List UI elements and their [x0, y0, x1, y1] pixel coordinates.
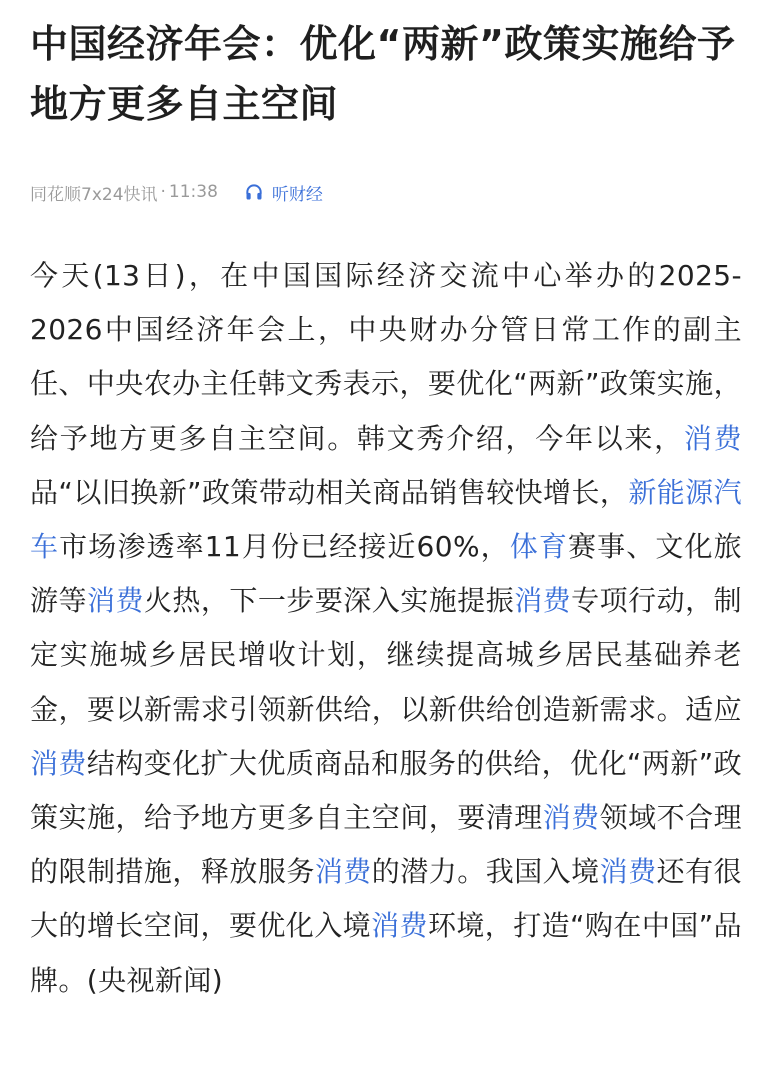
- source-label: 同花顺7x24快讯: [30, 184, 158, 205]
- body-text-segment: 领域不合理的限制措施，释放服务: [30, 801, 742, 889]
- keyword-link[interactable]: 消费: [30, 746, 87, 780]
- keyword-link[interactable]: 消费: [542, 801, 600, 835]
- keyword-link[interactable]: 消费: [683, 421, 742, 455]
- article-meta: [30, 178, 323, 206]
- listen-finance-label: 听财经: [271, 184, 323, 205]
- keyword-link[interactable]: 体育: [509, 530, 569, 564]
- keyword-link[interactable]: 新能源汽车: [30, 475, 742, 564]
- body-text-segment: 专项行动，制定实施城乡居民增收计划，继续提高城乡居民基础养老金，要以新需求引领新供给，以新供给创造新需求。适应: [30, 584, 742, 726]
- body-text-segment: 结构变化扩大优质商品和服务的供给，优化“两新”政策实施，给予地方更多自主空间，要清理: [30, 746, 742, 835]
- meta-separator: ·: [160, 182, 166, 202]
- body-text-segment: 市场渗透率11月份已经接近60%，: [59, 530, 510, 564]
- body-text-segment: 今天(13日)，在中国国际经济交流中心举办的2025-2026中国经济年会上，中央财办分管日常工作的副主任、中央农办主任韩文秀表示，要优化“两新”政策实施，给予地方更多自主空间。韩文秀介绍，今年以来，: [30, 259, 742, 455]
- body-text-segment: 赛事、文化旅游等: [30, 530, 743, 618]
- listen-finance-button[interactable]: [244, 180, 323, 205]
- keyword-link[interactable]: 消费: [86, 584, 144, 618]
- article-title: 中国经济年会：优化“两新”政策实施给予地方更多自主空间: [30, 22, 736, 126]
- body-text-segment: 火热，下一步要深入实施提振: [143, 584, 515, 618]
- headphones-icon: [244, 182, 264, 202]
- body-text-segment: 品“以旧换新”政策带动相关商品销售较快增长，: [30, 475, 629, 509]
- publish-time: 11:38: [168, 182, 218, 202]
- body-text-segment: 的潜力。我国入境: [371, 855, 600, 889]
- keyword-link[interactable]: 消费: [314, 855, 372, 889]
- body-text-segment: 还有很大的增长空间，要优化入境: [30, 855, 742, 943]
- keyword-link[interactable]: 消费: [371, 909, 428, 943]
- keyword-link[interactable]: 消费: [599, 855, 657, 889]
- article-body: [30, 249, 742, 1008]
- keyword-link[interactable]: 消费: [514, 584, 572, 618]
- body-text-segment: 环境，打造“购在中国”品牌。(央视新闻): [30, 909, 742, 997]
